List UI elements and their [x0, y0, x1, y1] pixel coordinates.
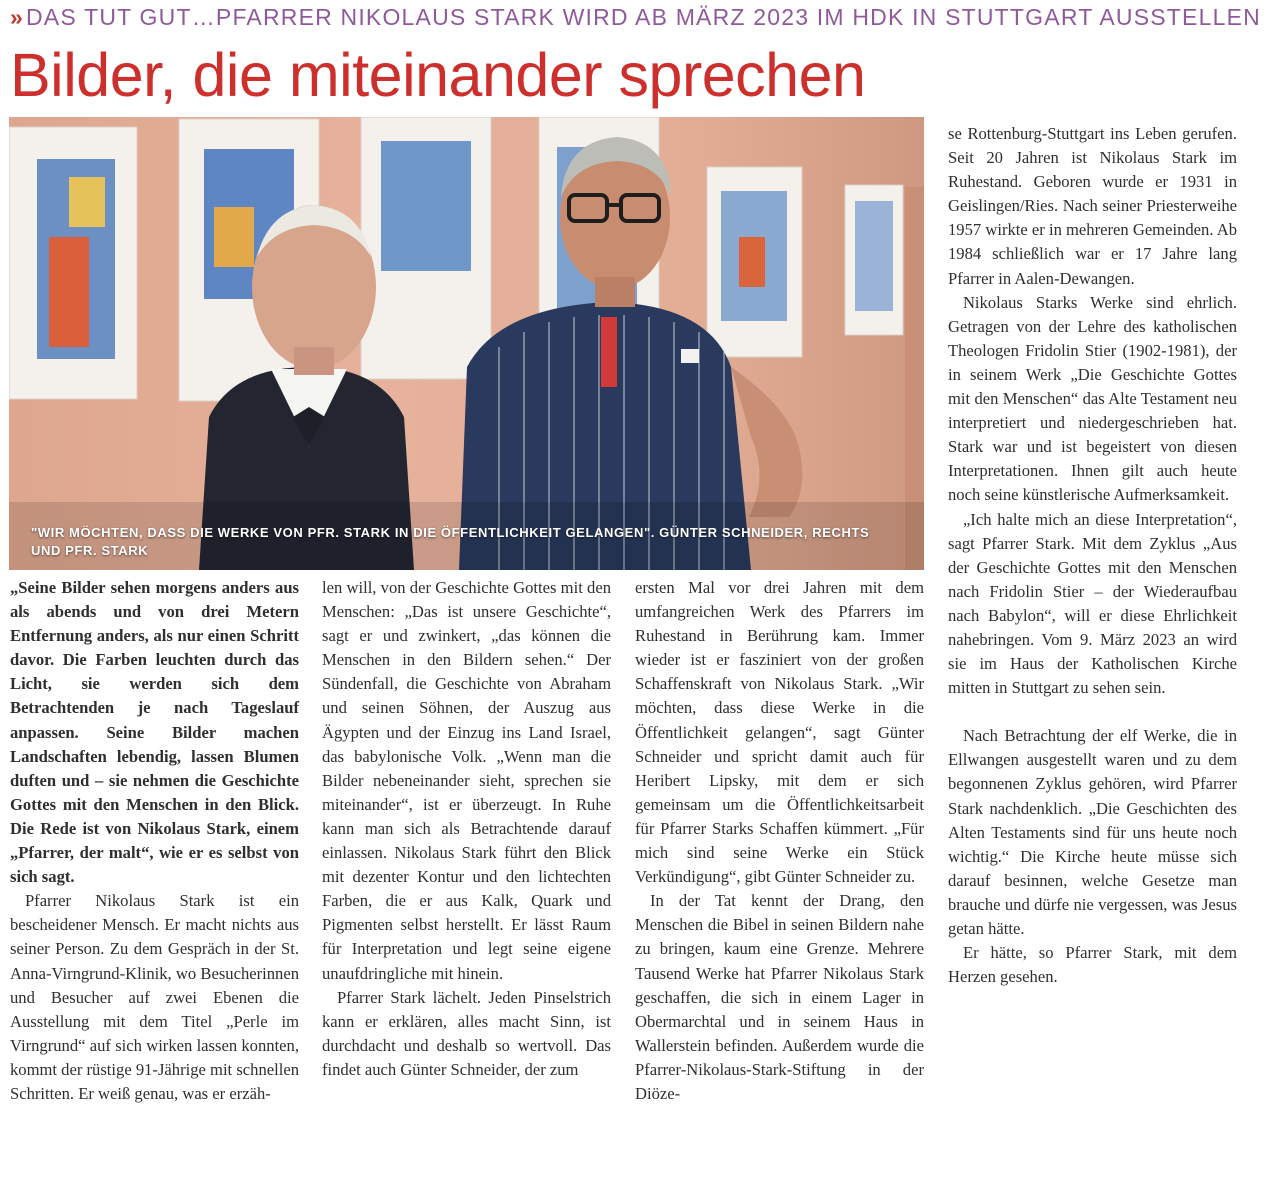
body-paragraph: In der Tat kennt der Drang, den Menschen die Bibel in seinen Bildern nahe zu bringen, kaum eine Grenze. Mehrere Tausend Werke hat Pfarrer Nikolaus Stark geschaffen, die sich in einem Lager in Obermarchtal und in seinem Haus in Wallerstein befinden. Außerdem wurde die Pfarrer-Nikolaus-Stark-Stiftung in der Diöze-	[635, 891, 924, 1103]
body-paragraph: Nach Betrachtung der elf Werke, die in Ellwangen ausgestellt waren und zu dem begonnenen Zyklus gehören, wird Pfarrer Stark nachdenklich. „Die Geschichten des Alten Testaments sind für uns heute noch wichtig.“ Die Kirche heute müsse sich darauf besinnen, welche Gesetze man brauche und dürfe nie vergessen, was Jesus getan hätte.	[948, 726, 1237, 938]
body-paragraph: „Ich halte mich an diese Interpretation“, sagt Pfarrer Stark. Mit dem Zyklus „Aus der Geschichte Gottes mit den Menschen nach Fridolin Stier – der Wiederaufbau nach Babylon“, will er diese Ehrlichkeit nahebringen. Vom 9. März 2023 an wird sie im Haus der Katholischen Kirche mitten in Stuttgart zu sehen sein.	[948, 509, 1237, 698]
text-column-2	[322, 576, 611, 1082]
kicker-mark: »	[10, 4, 24, 30]
body-paragraph: len will, von der Geschichte Gottes mit den Menschen: „Das ist unsere Geschichte“, sagt er und zwinkert, „das können die Menschen in den Bildern sehen.“ Der Sündenfall, die Geschichte von Abraham und seinen Söhnen, der Auszug aus Ägypten und der Einzug ins Land Israel, das babylonische Volk. „Wenn man die Bilder nebeneinander sieht, sprechen sie miteinander“, ist er überzeugt. In Ruhe kann man sich als Betrachtende darauf einlassen. Nikolaus Stark führt den Blick mit dezenter Kontur und den lichtechten Farben, die er aus Kalk, Quark und Pigmenten selbst herstellt. Er lässt Raum für Interpretation und legt seine eigene unaufdringliche mit hinein.	[322, 578, 611, 983]
article-headline: Bilder, die miteinander sprechen	[10, 41, 866, 109]
kicker-text: DAS TUT GUT…PFARRER NIKOLAUS STARK WIRD AB MÄRZ 2023 IM HDK IN STUTTGART AUSSTELLEN	[26, 4, 1261, 30]
body-paragraph: ersten Mal vor drei Jahren mit dem umfangreichen Werk des Pfarrers im Ruhestand in Berührung kam. Immer wieder ist er fasziniert von der großen Schaffenskraft von Nikolaus Stark. „Wir möchten, dass diese Werke in die Öffentlichkeit gelangen“, sagt Günter Schneider und spricht damit auch für Heribert Lipsky, mit dem er sich gemeinsam um die Öffentlichkeitsarbeit für Pfarrer Starks Schaffen kümmert. „Für mich sind seine Werke ein Stück Verkündigung“, gibt Günter Schneider zu.	[635, 578, 924, 887]
article-photo	[9, 117, 924, 570]
text-column-4	[948, 122, 1237, 989]
body-paragraph: Nikolaus Starks Werke sind ehrlich. Getragen von der Lehre des katholischen Theologen Fridolin Stier (1902-1981), der in seinem Werk „Die Geschichte Gottes mit den Menschen“ das Alte Testament neu interpretiert und niedergeschrieben hat. Stark war und ist begeistert von diesen Interpretationen. Ihnen gilt auch heute noch seine künstlerische Aufmerksamkeit.	[948, 292, 1237, 505]
body-paragraph: Pfarrer Stark lächelt. Jeden Pinselstrich kann er erklären, alles macht Sinn, ist durchdacht und deshalb so wertvoll. Das findet auch Günter Schneider, der zum	[322, 987, 611, 1079]
body-paragraph: se Rottenburg-Stuttgart ins Leben gerufen. Seit 20 Jahren ist Nikolaus Stark im Ruhestand. Geboren wurde er 1931 in Geislingen/Ries. Nach seiner Priesterweihe 1957 wirkte er in mehreren Gemeinden. Ab 1984 schließlich war er 17 Jahre lang Pfarrer in Aalen-Dewangen.	[948, 124, 1237, 288]
photo-caption: "WIR MÖCHTEN, DASS DIE WERKE VON PFR. STARK IN DIE ÖFFENTLICHKEIT GELANGEN". GÜNTER SCHNEIDER, RECHTS UND PFR. STARK	[31, 525, 870, 558]
article-kicker	[10, 4, 1260, 31]
lead-paragraph: „Seine Bilder sehen morgens anders aus als abends und von drei Metern Entfernung anders, als nur einen Schritt davor. Die Farben leuchten durch das Licht, sie werden sich dem Betrachtenden je nach Tageslauf anpassen. Seine Bilder machen Landschaften lebendig, lassen Blumen duften und – sie nehmen die Geschichte Gottes mit den Menschen in den Blick. Die Rede ist von Nikolaus Stark, einem „Pfarrer, der malt“, wie er es selbst von sich sagt.	[10, 578, 299, 887]
body-paragraph: Pfarrer Nikolaus Stark ist ein bescheidener Mensch. Er macht nichts aus seiner Person. Zu dem Gespräch in der St. Anna-Virngrund-Klinik, wo Besucherinnen und Besucher auf zwei Ebenen die Ausstellung mit dem Titel „Perle im Virngrund“ auf sich wirken lassen konnten, kommt der rüstige 91-Jährige mit schnellen Schritten. Er weiß genau, was er erzäh-	[10, 891, 299, 1103]
photo-illustration	[9, 117, 924, 570]
text-column-3	[635, 576, 924, 1106]
text-column-1	[10, 576, 299, 1106]
body-paragraph: Er hätte, so Pfarrer Stark, mit dem Herzen gesehen.	[948, 943, 1237, 987]
